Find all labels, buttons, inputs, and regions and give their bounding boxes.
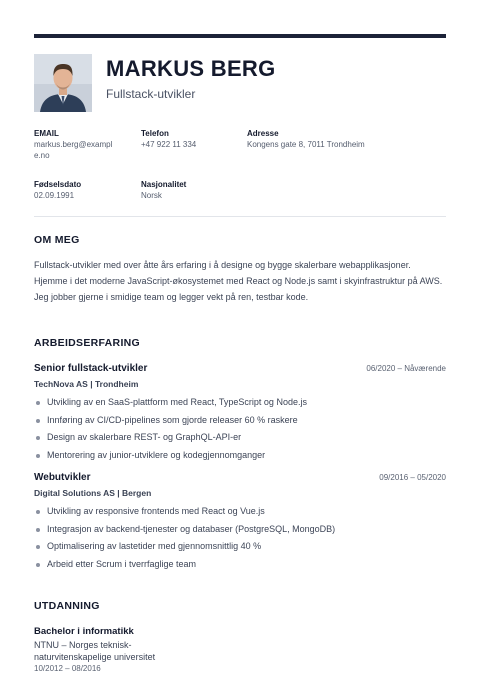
experience-section — [34, 337, 446, 573]
contact-row-2 — [34, 179, 446, 201]
list-item — [34, 412, 446, 430]
job-bullets — [34, 394, 446, 464]
contact-birthdate — [34, 179, 141, 201]
list-item — [34, 394, 446, 412]
address-value: Kongens gate 8, 7011 Trondheim — [247, 140, 365, 149]
education-school: NTNU – Norges teknisk- — [34, 640, 132, 650]
section-divider — [34, 216, 446, 217]
birthdate-value: 02.09.1991 — [34, 191, 75, 200]
resume-header — [34, 54, 276, 112]
bullet-text: Arbeid etter Scrum i tverrfaglige team — [47, 558, 197, 569]
education-date: 10/2012 – 08/2016 — [34, 664, 101, 673]
bullet-icon — [36, 563, 40, 567]
contact-address — [247, 128, 446, 161]
bullet-icon — [36, 454, 40, 458]
bullet-icon — [36, 510, 40, 514]
job-company: Digital Solutions AS | Bergen — [34, 488, 152, 498]
job-title: Senior fullstack-utvikler — [34, 363, 148, 374]
job-date: 06/2020 – Nåværende — [366, 364, 446, 373]
bullet-text: Optimalisering av lastetider med gjennomsnittlig 40 % — [47, 541, 262, 551]
about-heading: OM MEG — [34, 234, 80, 246]
bullet-text: Integrasjon av backend-tjenester og databaser (PostgreSQL, MongoDB) — [47, 523, 336, 534]
contact-phone — [141, 128, 247, 161]
education-heading: UTDANNING — [34, 600, 100, 612]
list-item — [34, 447, 446, 465]
job-entry — [34, 472, 446, 573]
contact-info — [34, 128, 446, 201]
bullet-icon — [36, 528, 40, 532]
contact-label: EMAIL — [34, 129, 59, 138]
contact-label: Fødselsdato — [34, 180, 82, 189]
job-bullets — [34, 503, 446, 573]
job-header — [34, 472, 446, 483]
contact-email — [34, 128, 141, 161]
candidate-title: Fullstack-utvikler — [106, 87, 196, 101]
about-text: Fullstack-utvikler med over åtte års erfaring i å designe og bygge skalerbare webapplikasjoner. Hjemme i det moderne JavaScript-økosystemet med React og Node.js samt i skyinfrastruktur på AWS. Jeg jobber gjerne i smidige team og legger vekt på ren, testbar kode. — [34, 260, 443, 302]
list-item — [34, 556, 446, 574]
name-block — [106, 54, 276, 101]
bullet-text: Utvikling av en SaaS-plattform med React, TypeScript og Node.js — [47, 397, 307, 407]
bullet-text: Innføring av CI/CD-pipelines som gjorde releaser 60 % raskere — [47, 414, 298, 425]
experience-heading: ARBEIDSERFARING — [34, 337, 141, 349]
top-accent-bar — [34, 34, 446, 38]
contact-label: Telefon — [141, 129, 169, 138]
bullet-icon — [36, 401, 40, 405]
list-item — [34, 429, 446, 447]
nationality-value: Norsk — [141, 191, 162, 200]
portrait-image — [34, 54, 92, 112]
list-item — [34, 538, 446, 556]
bullet-icon — [36, 545, 40, 549]
list-item — [34, 521, 446, 539]
bullet-text: Utvikling av responsive frontends med React og Vue.js — [47, 506, 265, 516]
bullet-text: Mentorering av junior-utviklere og kodegjennomganger — [47, 449, 266, 460]
job-company: TechNova AS | Trondheim — [34, 379, 139, 389]
education-school-cont: naturvitenskapelige universitet — [34, 652, 156, 662]
candidate-name: MARKUS BERG — [106, 56, 276, 81]
job-date: 09/2016 – 05/2020 — [379, 473, 446, 482]
profile-photo — [34, 54, 92, 112]
job-title: Webutvikler — [34, 472, 91, 483]
contact-nationality — [141, 179, 247, 201]
about-section — [34, 234, 446, 305]
email-value[interactable]: markus.berg@exampl e.no — [34, 140, 113, 160]
contact-label: Adresse — [247, 129, 279, 138]
bullet-text: Design av skalerbare REST- og GraphQL-API-er — [47, 432, 242, 442]
bullet-icon — [36, 419, 40, 423]
list-item — [34, 503, 446, 521]
contact-label: Nasjonalitet — [141, 180, 187, 189]
job-entry — [34, 363, 446, 464]
education-section — [34, 600, 446, 673]
job-header — [34, 363, 446, 374]
contact-row-1 — [34, 128, 446, 161]
phone-value[interactable]: +47 922 11 334 — [141, 140, 197, 149]
bullet-icon — [36, 436, 40, 440]
education-degree: Bachelor i informatikk — [34, 626, 134, 637]
